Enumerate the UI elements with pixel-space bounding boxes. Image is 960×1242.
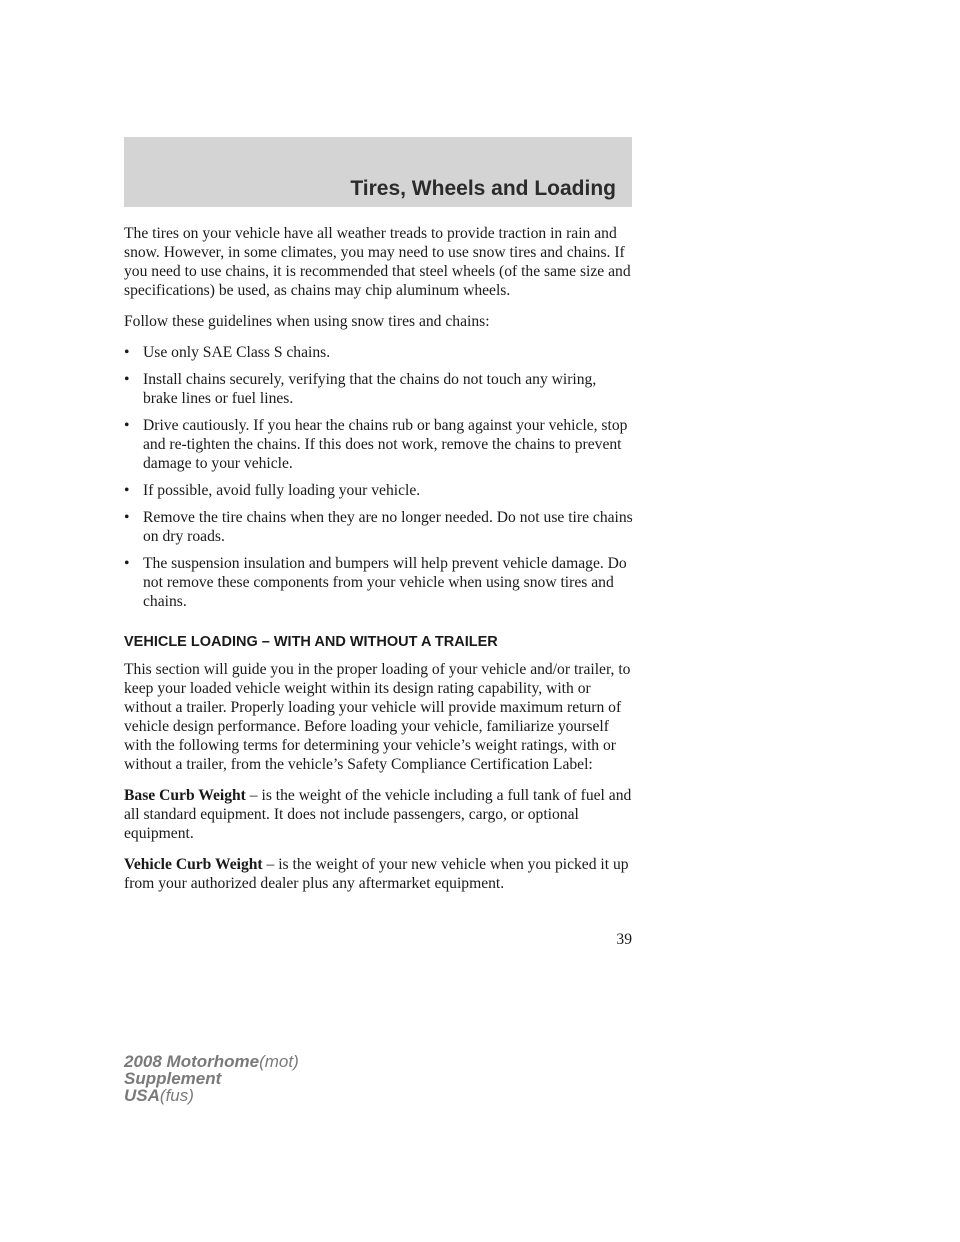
list-item xyxy=(124,370,634,408)
bullet-icon: • xyxy=(124,482,130,499)
list-item-text: If possible, avoid fully loading your vehicle. xyxy=(143,482,421,499)
bullet-icon: • xyxy=(124,417,130,434)
snow-chain-guidelines-list xyxy=(124,343,634,611)
footer-line-3 xyxy=(124,1087,299,1104)
section-intro-paragraph: This section will guide you in the proper loading of your vehicle and/or trailer, to keep your loaded vehicle weight within its design rating capability, with or without a trailer. Properly loading your vehicle will provide maximum return of vehicle design performance. Before loading your vehicle, familiarize yourself with the following terms for determining your vehicle’s weight ratings, with or without a trailer, from the vehicle’s Safety Compliance Certification Label: xyxy=(124,661,631,773)
list-item-text: Use only SAE Class S chains. xyxy=(143,344,331,361)
bullet-icon: • xyxy=(124,371,130,388)
section-heading: VEHICLE LOADING – WITH AND WITHOUT A TRAILER xyxy=(124,634,498,650)
definition-base-curb-weight xyxy=(124,786,634,843)
footer-line-1 xyxy=(124,1053,299,1070)
list-item xyxy=(124,343,634,362)
footer-subtitle: Supplement xyxy=(124,1069,222,1088)
page-body xyxy=(124,224,634,905)
footer-line-2 xyxy=(124,1070,299,1087)
list-item xyxy=(124,508,634,546)
footer-code: (mot) xyxy=(259,1052,299,1071)
definition-text: – is the weight of the vehicle including a full tank of fuel and all standard equipment. It does not include passengers, cargo, or optional equipment. xyxy=(124,787,632,842)
footer-code: (fus) xyxy=(159,1086,194,1105)
intro-paragraph: The tires on your vehicle have all weather treads to provide traction in rain and snow. However, in some climates, you may need to use snow tires and chains. If you need to use chains, it is recommended that steel wheels (of the same size and specifications) be used, as chains may chip aluminum wheels. xyxy=(124,225,631,299)
definition-term: Base Curb Weight xyxy=(124,787,246,804)
definition-text: – is the weight of your new vehicle when you picked it up from your authorized dealer plus any aftermarket equipment. xyxy=(124,856,629,892)
definition-term: Vehicle Curb Weight xyxy=(124,856,263,873)
list-item-text: Install chains securely, verifying that the chains do not touch any wiring, brake lines or fuel lines. xyxy=(143,371,597,407)
footer-title: 2008 Motorhome xyxy=(124,1052,260,1071)
list-item-text: Drive cautiously. If you hear the chains rub or bang against your vehicle, stop and re-tighten the chains. If this does not work, remove the chains to prevent damage to your vehicle. xyxy=(143,417,628,472)
section-header-band xyxy=(124,137,632,207)
guidelines-lead: Follow these guidelines when using snow tires and chains: xyxy=(124,313,490,330)
bullet-icon: • xyxy=(124,555,130,572)
footer-region: USA xyxy=(124,1086,160,1105)
list-item-text: The suspension insulation and bumpers will help prevent vehicle damage. Do not remove these components from your vehicle when using snow tires and chains. xyxy=(143,555,627,610)
bullet-icon: • xyxy=(124,344,130,361)
definition-vehicle-curb-weight xyxy=(124,855,634,893)
list-item-text: Remove the tire chains when they are no longer needed. Do not use tire chains on dry roads. xyxy=(143,509,633,545)
list-item xyxy=(124,416,634,473)
bullet-icon: • xyxy=(124,509,130,526)
page-header-title: Tires, Wheels and Loading xyxy=(350,177,616,200)
document-footer xyxy=(124,1053,299,1104)
page-number: 39 xyxy=(616,931,632,948)
list-item xyxy=(124,481,634,500)
list-item xyxy=(124,554,634,611)
